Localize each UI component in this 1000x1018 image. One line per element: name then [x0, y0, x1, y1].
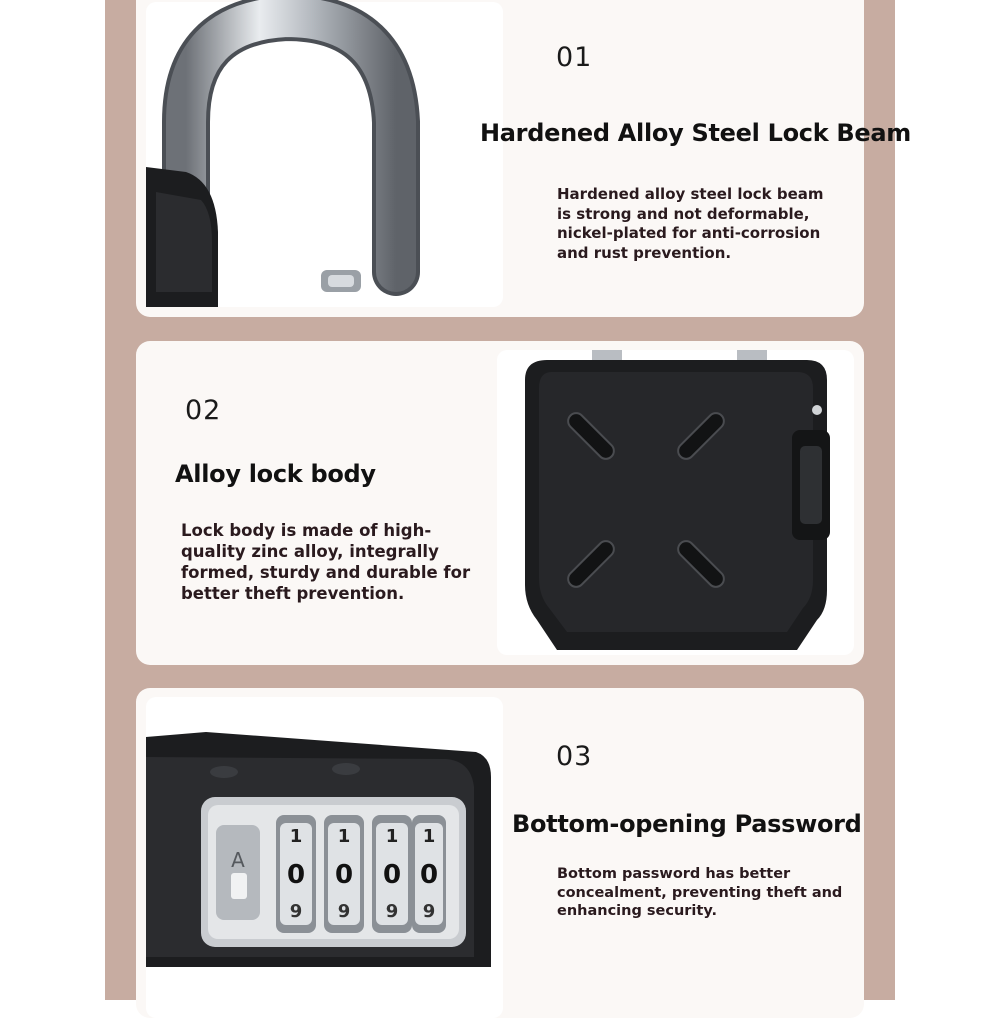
lock-body-photo: [497, 350, 854, 655]
shackle-photo: [146, 2, 503, 307]
dial-digit: 9: [337, 901, 351, 922]
dial-digit: 1: [385, 826, 399, 847]
feature-number: 03: [556, 741, 593, 772]
description-line: Lock body is made of high-: [181, 521, 432, 540]
description-line: and rust prevention.: [557, 243, 732, 262]
combination-dials-icon: [146, 697, 503, 1018]
dials-photo: [146, 697, 503, 1018]
reset-label: A: [231, 848, 245, 872]
dial-digit: 0: [419, 860, 439, 890]
feature-title: Bottom-opening Password: [512, 810, 862, 838]
feature-title: Alloy lock body: [175, 460, 376, 488]
dial-digit: 1: [289, 826, 303, 847]
feature-card-2: [136, 341, 864, 665]
dial-digit: 9: [422, 901, 436, 922]
feature-description: [557, 865, 857, 921]
description-line: nickel-plated for anti-corrosion: [557, 224, 821, 242]
feature-description: [181, 520, 481, 604]
feature-description: [557, 185, 857, 263]
dial-digit: 0: [286, 860, 306, 890]
dial-digit: 1: [337, 826, 351, 847]
feature-number: 01: [556, 42, 593, 73]
dial-digit: 0: [334, 860, 354, 890]
feature-card-3: [136, 688, 864, 1018]
description-line: Bottom password has better: [557, 866, 791, 882]
feature-title: Hardened Alloy Steel Lock Beam: [480, 119, 911, 147]
padlock-shackle-icon: [146, 2, 503, 307]
dial-digit: 1: [422, 826, 436, 847]
dial-digit: 9: [289, 901, 303, 922]
padlock-body-icon: [497, 350, 854, 655]
description-line: quality zinc alloy, integrally: [181, 542, 439, 561]
description-line: formed, sturdy and durable for: [181, 563, 471, 582]
description-line: Hardened alloy steel lock beam: [557, 185, 824, 203]
dial-digit: 9: [385, 901, 399, 922]
dial-digit: 0: [382, 860, 402, 890]
feature-number: 02: [185, 395, 222, 426]
description-line: is strong and not deformable,: [557, 204, 810, 223]
description-line: better theft prevention.: [181, 584, 405, 603]
feature-card-1: [136, 0, 911, 317]
description-line: enhancing security.: [557, 903, 717, 919]
description-line: concealment, preventing theft and: [557, 884, 843, 901]
